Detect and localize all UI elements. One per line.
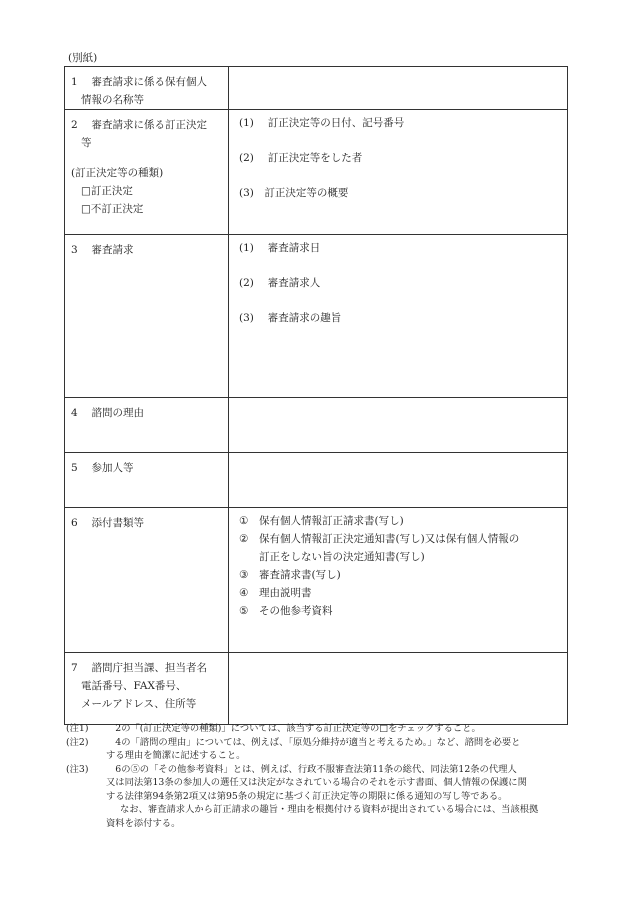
row6-label: 6 添付書類等 (71, 517, 145, 529)
attachment-item-3: ③ 審査請求書(写し) (239, 569, 341, 581)
row4-label: 4 諮問の理由 (71, 407, 145, 419)
row-participants (65, 453, 568, 508)
row2-label-line2: 等 (81, 137, 92, 149)
note-3-para: なお、審査請求人から訂正請求の趣旨・理由を根拠付ける資料が提出されている場合には、当該根拠 (120, 804, 539, 815)
note-2: (注2) 4の「諮問の理由」については、例えば、「原処分維持が適当と考えるため。」など、諮問を必要と (66, 736, 521, 748)
note-3-para-cont: 資料を添付する。 (106, 817, 181, 829)
attachment-item-5: ⑤ その他参考資料 (239, 605, 333, 617)
row2-value-cell[interactable] (229, 110, 568, 235)
note-2-cont: する理由を簡潔に記述すること。 (106, 750, 246, 761)
note-3: (注3) 6の⑤の「その他参考資料」とは、例えば、行政不服審査法第11条の総代、同法第12条の代理人 (66, 763, 517, 775)
note-3-cont2: する法律第94条第2項又は第95条の規定に基づく訂正決定等の期限に係る通知の写し等である。 (106, 790, 508, 802)
row2-sub-summary: (3) 訂正決定等の概要 (239, 187, 349, 199)
row6-value-cell[interactable] (229, 508, 568, 653)
row-review-request (65, 235, 568, 398)
decision-type-heading: (訂正決定等の種類) (71, 167, 164, 179)
row3-sub-purpose: (3) 審査請求の趣旨 (239, 312, 342, 324)
row3-label: 3 審査請求 (71, 244, 134, 256)
row5-value-cell[interactable] (229, 453, 568, 508)
row4-value-cell[interactable] (229, 398, 568, 453)
page-label: (別紙) (68, 52, 98, 64)
row-personal-info-name (65, 67, 568, 110)
row-agency-contact (65, 653, 568, 725)
row7-label-line1: 7 諮問庁担当課、担当者名 (71, 662, 208, 674)
row3-sub-date: (1) 審査請求日 (239, 242, 321, 254)
row1-label-line1: 1 審査請求に係る保有個人 (71, 76, 208, 88)
row1-value-cell[interactable] (229, 67, 568, 110)
attachment-item-2-cont: 訂正をしない旨の決定通知書(写し) (259, 551, 425, 563)
row-attachments (65, 508, 568, 653)
row7-label-line2: 電話番号、FAX番号、 (81, 680, 187, 692)
attachment-item-4: ④ 理由説明書 (239, 587, 312, 599)
attachment-item-1: ① 保有個人情報訂正請求書(写し) (239, 515, 404, 527)
row-correction-decision (65, 110, 568, 235)
note-3-cont1: 又は同法第13条の参加人の選任又は決定がなされている場合のそれを示す書面、個人情報の保護に関 (106, 777, 527, 788)
row2-sub-decider: (2) 訂正決定等をした者 (239, 152, 363, 164)
attachment-item-2: ② 保有個人情報訂正決定通知書(写し)又は保有個人情報の (239, 533, 520, 545)
checkbox-non-correction-decision[interactable]: □不訂正決定 (81, 203, 144, 215)
row2-sub-date: (1) 訂正決定等の日付、記号番号 (239, 117, 405, 129)
row7-value-cell[interactable] (229, 653, 568, 725)
row5-label: 5 参加人等 (71, 462, 134, 474)
row3-value-cell[interactable] (229, 235, 568, 398)
row1-label-line2: 情報の名称等 (81, 94, 144, 106)
review-form-table (64, 66, 568, 725)
checkbox-correction-decision[interactable]: □訂正決定 (81, 185, 133, 197)
notes-section (66, 722, 572, 830)
row7-label-line3: メールアドレス、住所等 (81, 698, 197, 710)
note-1: (注1) 2の「(訂正決定等の種類)」については、該当する訂正決定等の□をチェックすること。 (66, 723, 481, 734)
row2-label-line1: 2 審査請求に係る訂正決定 (71, 119, 208, 131)
row-inquiry-reason (65, 398, 568, 453)
row3-sub-requester: (2) 審査請求人 (239, 277, 321, 289)
